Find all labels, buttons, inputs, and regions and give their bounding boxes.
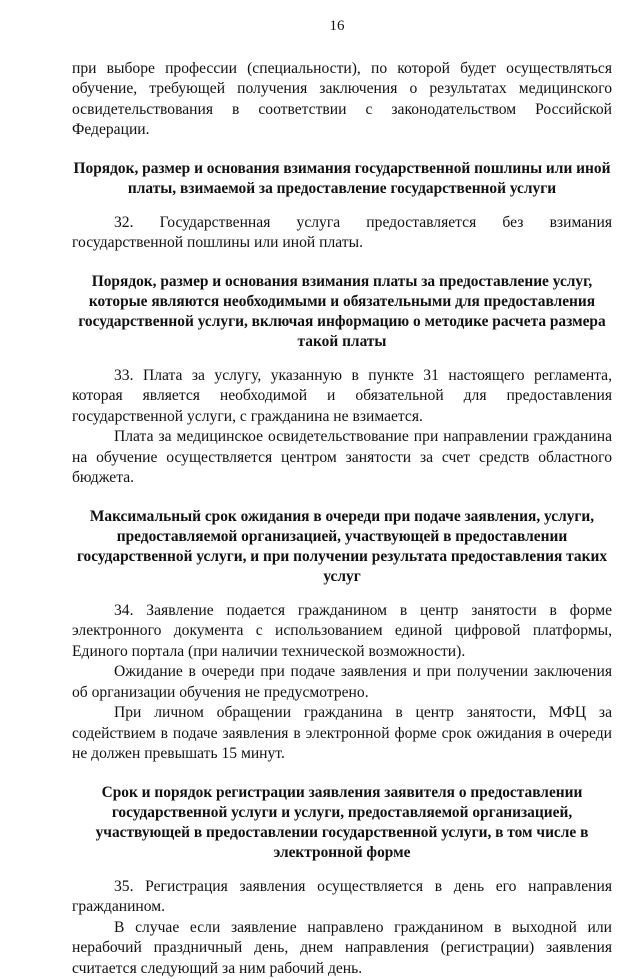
paragraph-34: 34. Заявление подается гражданином в центр занятости в форме электронного документа с использованием единой цифровой платформы, Единого портала (при наличии технической возможности). — [72, 601, 612, 663]
section-heading-related-services-fees: Порядок, размер и основания взимания платы за предоставление услуг, которые являются необходимыми и обязательными для предоставления государственной услуги, включая информацию о методике расчета размера такой платы — [72, 272, 612, 352]
continuation-paragraph: при выборе профессии (специальности), по которой будет осуществляться обучение, требующей получения заключения о результатах медицинского освидетельствования в соответствии с законодательством Российской Федерации. — [72, 59, 612, 141]
paragraph-34-mfc: При личном обращении гражданина в центр занятости, МФЦ за содействием в подаче заявления в электронной форме срок ожидания в очереди не должен превышать 15 минут. — [72, 703, 612, 765]
section-heading-fees: Порядок, размер и основания взимания государственной пошлины или иной платы, взимаемой за предоставление государственной услуги — [72, 159, 612, 199]
paragraph-34-queue: Ожидание в очереди при подаче заявления и при получении заключения об организации обучения не предусмотрено. — [72, 662, 612, 703]
page-number: 16 — [62, 16, 612, 37]
paragraph-35-holiday: В случае если заявление направлено гражданином в выходной или нерабочий праздничный день, днем направления (регистрации) заявления считается следующий за ним рабочий день. — [72, 918, 612, 979]
document-page — [72, 16, 612, 979]
paragraph-35: 35. Регистрация заявления осуществляется в день его направления гражданином. — [72, 877, 612, 918]
section-heading-waiting-time: Максимальный срок ожидания в очереди при подаче заявления, услуги, предоставляемой организацией, участвующей в предоставлении государственной услуги, и при получении результата предоставления таких услуг — [72, 507, 612, 587]
section-heading-registration: Срок и порядок регистрации заявления заявителя о предоставлении государственной услуги и услуги, предоставляемой организацией, участвующей в предоставлении государственной услуги, в том числе в электронной форме — [72, 783, 612, 863]
paragraph-33: 33. Плата за услугу, указанную в пункте 31 настоящего регламента, которая является необходимой и обязательной для предоставления государственной услуги, с гражданина не взимается. — [72, 366, 612, 428]
paragraph-32: 32. Государственная услуга предоставляется без взимания государственной пошлины или иной платы. — [72, 213, 612, 254]
paragraph-33-medical: Плата за медицинское освидетельствование при направлении гражданина на обучение осуществляется центром занятости за счет средств областного бюджета. — [72, 427, 612, 489]
